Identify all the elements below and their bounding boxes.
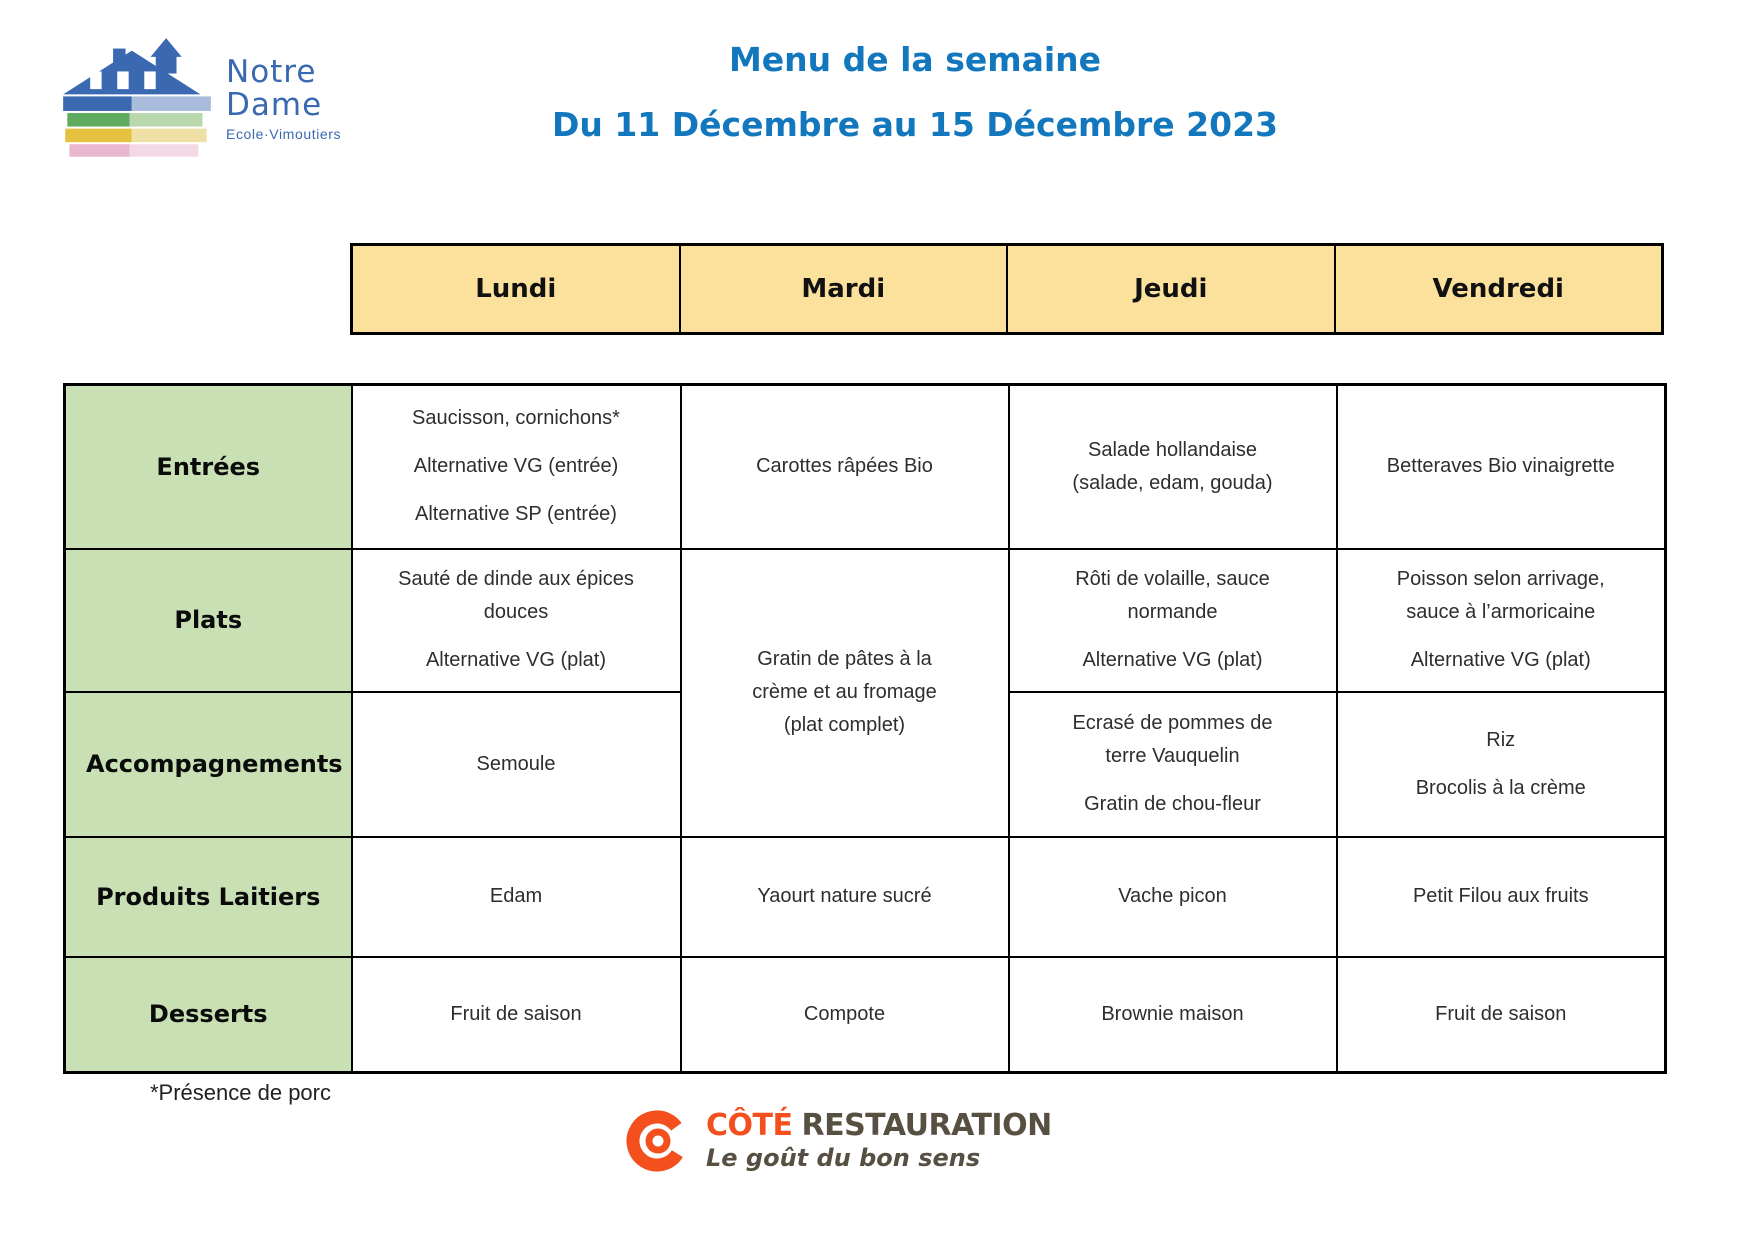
menu-item: Vache picon [1118,885,1227,907]
menu-cell-produits-laitiers-lundi [352,837,681,957]
menu-item: Brownie maison [1101,1002,1244,1025]
menu-item: Alternative VG (plat) [1410,649,1591,671]
menu-item: Gratin de pâtes à la crème et au fromage (plat complet) [752,648,937,736]
menu-cell-desserts-lundi [352,957,681,1073]
menu-cell-entrees-vendredi [1337,385,1666,549]
brand-name-secondary: RESTAURATION [801,1108,1052,1143]
menu-cell-plat-complet-mardi [681,549,1009,837]
menu-cell-desserts-mardi [681,957,1009,1073]
menu-cell-entrees-mardi [681,385,1009,549]
category-cell-entrees: Entrées [65,385,352,549]
school-house-icon [58,34,216,164]
menu-item: Saucisson, cornichons* [412,407,620,430]
page-title: Menu de la semaine [728,40,1102,79]
day-header-lundi: Lundi [475,274,557,304]
menu-cell-produits-laitiers-mardi [681,837,1009,957]
pork-footnote: *Présence de porc [150,1080,331,1105]
menu-item: Petit Filou aux fruits [1412,885,1589,907]
school-name-line2: Dame [226,87,323,123]
menu-item: Brocolis à la crème [1415,776,1586,799]
menu-cell-entrees-lundi [352,385,681,549]
menu-cell-accompagnements-jeudi [1009,692,1337,837]
brand-tagline: Le goût du bon sens [706,1144,981,1172]
menu-cell-accompagnements-vendredi [1337,692,1666,837]
row-plats [65,549,1666,692]
menu-cell-desserts-jeudi [1009,957,1337,1073]
category-cell-plats: Plats [65,549,352,692]
menu-item: Alternative VG (plat) [1082,649,1263,671]
menu-table [63,383,1667,1074]
caterer-logo-icon [622,1106,692,1176]
row-produits-laitiers [65,837,1666,957]
day-header-mardi: Mardi [679,246,1007,332]
menu-item: Riz [1486,728,1516,751]
brand-name-primary: CÔTÉ [706,1108,793,1143]
caterer-logo [622,1106,1052,1176]
menu-item: Sauté de dinde aux épices douces [398,568,634,623]
menu-item: Carottes râpées Bio [756,455,933,478]
school-name-line1: Notre [226,54,317,90]
menu-cell-entrees-jeudi [1009,385,1337,549]
menu-cell-plats-jeudi [1009,549,1337,692]
category-cell-produits-laitiers: Produits Laitiers [65,837,352,957]
menu-item: Poisson selon arrivage, sauce à l’armoricaine [1396,568,1605,623]
menu-cell-produits-laitiers-jeudi [1009,837,1337,957]
menu-item: Rôti de volaille, sauce normande [1075,568,1270,623]
menu-item: Compote [803,1002,886,1025]
school-logo [58,34,341,164]
row-entrees [65,385,1666,549]
menu-item: Ecrasé de pommes de terre Vauquelin [1072,712,1273,767]
row-desserts [65,957,1666,1073]
title-block [460,40,1370,144]
menu-item: Alternative VG (entrée) [413,455,619,478]
menu-cell-produits-laitiers-vendredi [1337,837,1666,957]
category-cell-desserts: Desserts [65,957,352,1073]
menu-item: Fruit de saison [450,1002,582,1025]
menu-cell-plats-vendredi [1337,549,1666,692]
menu-item: Alternative VG (plat) [425,649,607,671]
menu-item: Semoule [476,752,556,775]
menu-cell-plats-lundi [352,549,681,692]
category-cell-accompagnements: Accompagnements [65,692,352,837]
day-header-jeudi: Jeudi [1006,246,1334,332]
menu-item: Salade hollandaise (salade, edam, gouda) [1072,438,1273,494]
school-subtitle: Ecole·Vimoutiers [226,126,342,142]
menu-item: Fruit de saison [1435,1002,1567,1025]
days-header [350,243,1664,335]
menu-item: Yaourt nature sucré [757,885,932,907]
menu-cell-accompagnements-lundi [352,692,681,837]
menu-item: Betteraves Bio vinaigrette [1386,455,1615,478]
day-header-vendredi: Vendredi [1334,246,1662,332]
menu-item: Edam [489,885,543,907]
menu-cell-desserts-vendredi [1337,957,1666,1073]
date-range: Du 11 Décembre au 15 Décembre 2023 [551,105,1279,144]
menu-item: Gratin de chou-fleur [1084,793,1261,815]
menu-item: Alternative SP (entrée) [415,503,617,526]
